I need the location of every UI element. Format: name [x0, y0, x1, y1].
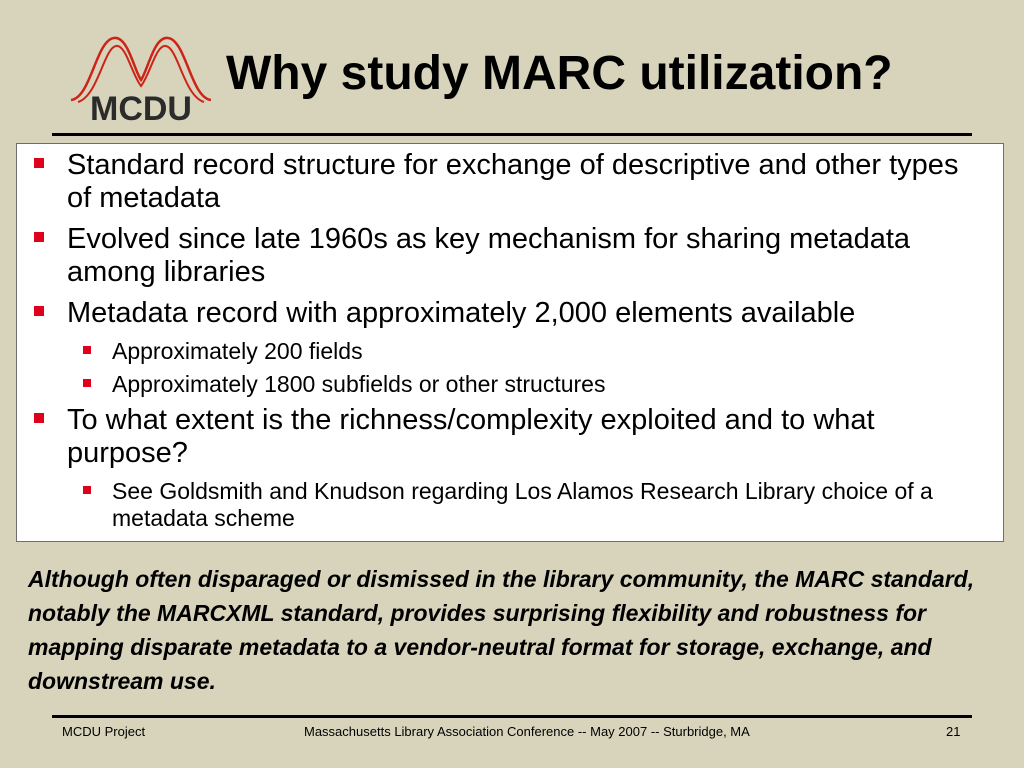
bullet-text: Standard record structure for exchange of descriptive and other types of metadata: [67, 149, 959, 214]
bullet-item: [17, 297, 1003, 330]
bullet-text: To what extent is the richness/complexity exploited and to what purpose?: [67, 404, 875, 469]
bullet-marker-icon: [34, 232, 44, 242]
bullet-marker-icon: [83, 346, 91, 354]
bullet-item: [17, 404, 1003, 470]
footer-divider: [52, 715, 972, 718]
bullet-item: [17, 149, 1003, 215]
bullet-marker-icon: [34, 306, 44, 316]
footer-project: MCDU Project: [62, 724, 146, 739]
sub-bullet-item: [17, 478, 1003, 532]
sub-bullet-item: [17, 338, 1003, 365]
bullet-marker-icon: [83, 486, 91, 494]
mcdu-logo-graphic: [66, 30, 216, 130]
bullet-marker-icon: [34, 413, 44, 423]
sub-bullet-text: Approximately 1800 subfields or other structures: [112, 371, 606, 397]
sub-bullet-text: See Goldsmith and Knudson regarding Los Alamos Research Library choice of a metadata scheme: [112, 478, 933, 531]
slide-number: 21: [946, 724, 961, 739]
footer-conference: Massachusetts Library Association Conference -- May 2007 -- Sturbridge, MA: [304, 724, 750, 739]
bullet-text: Evolved since late 1960s as key mechanism for sharing metadata among libraries: [67, 223, 911, 288]
sub-bullet-text: Approximately 200 fields: [112, 338, 363, 364]
bullet-item: [17, 223, 1003, 289]
title-divider: [52, 133, 972, 136]
slide-title: Why study MARC utilization?: [226, 47, 893, 100]
bullet-text: Metadata record with approximately 2,000 elements available: [67, 297, 856, 329]
sub-bullet-item: [17, 371, 1003, 398]
content-box: [16, 143, 1004, 542]
mcdu-logo: [66, 30, 216, 130]
bullet-marker-icon: [83, 379, 91, 387]
callout-text: Although often disparaged or dismissed in the library community, the MARC standard, notably the MARCXML standard, provides surprising flexibility and robustness for mapping disparate metadata to a vendor-neutral format for storage, exchange, and downstream use.: [28, 566, 975, 694]
logo-text: MCDU: [90, 90, 192, 128]
bullet-marker-icon: [34, 158, 44, 168]
bullet-list: [17, 149, 1003, 538]
